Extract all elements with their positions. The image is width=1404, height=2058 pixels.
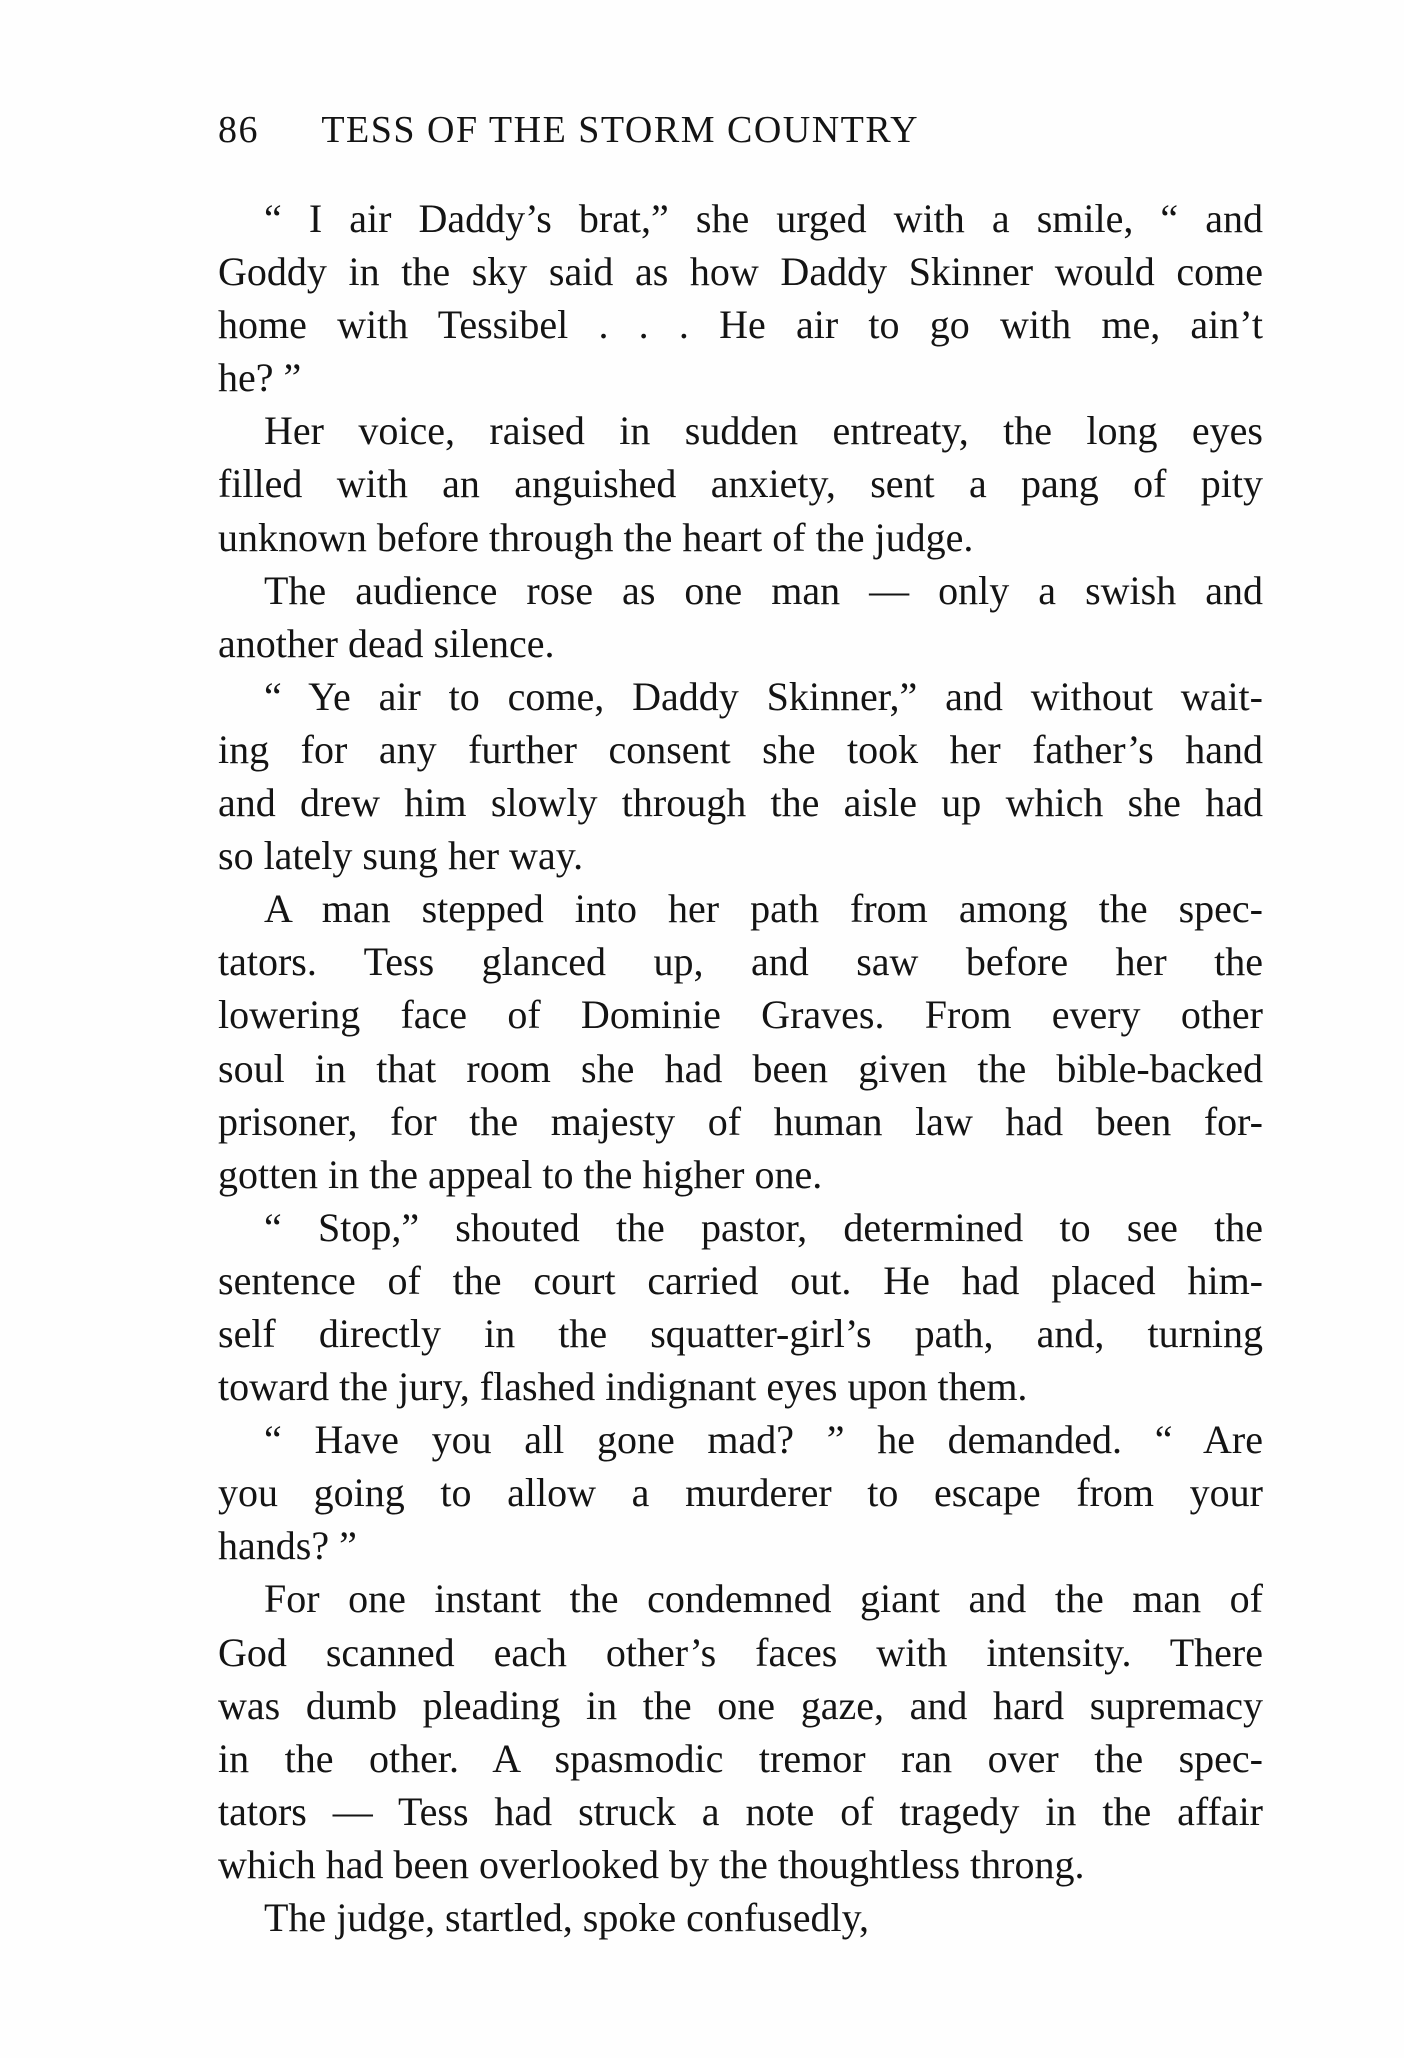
text-line: For one instant the condemned giant and the man of <box>264 1576 1263 1622</box>
text-line: Her voice, raised in sudden entreaty, the long eyes <box>264 408 1263 454</box>
text-line: home with Tessibel . . . He air to go with me, ain’t <box>218 302 1263 348</box>
text-line: A man stepped into her path from among the spec- <box>264 886 1263 932</box>
running-title: TESS OF THE STORM COUNTRY <box>321 109 920 151</box>
text-line: tators. Tess glanced up, and saw before her the <box>218 939 1263 985</box>
text-line: “ Stop,” shouted the pastor, determined to see the <box>264 1204 1263 1250</box>
text-line: Goddy in the sky said as how Daddy Skinner would come <box>218 249 1263 295</box>
paragraph <box>218 670 1263 882</box>
text-line: was dumb pleading in the one gaze, and hard supremacy <box>218 1682 1263 1728</box>
text-line: so lately sung her way. <box>218 833 584 879</box>
paragraph <box>218 1201 1263 1413</box>
paragraph <box>218 882 1263 1201</box>
text-line: ing for any further consent she took her father’s hand <box>218 726 1263 772</box>
text-line: God scanned each other’s faces with intensity. There <box>218 1629 1263 1675</box>
paragraph <box>218 192 1263 404</box>
text-line: toward the jury, flashed indignant eyes upon them. <box>218 1364 1028 1410</box>
text-line: self directly in the squatter-girl’s path, and, turning <box>218 1310 1263 1356</box>
text-line: you going to allow a murderer to escape from your <box>218 1470 1263 1516</box>
text-line: “ I air Daddy’s brat,” she urged with a smile, “ and <box>264 196 1263 241</box>
body-text <box>218 192 1263 1944</box>
text-line: “ Ye air to come, Daddy Skinner,” and without wait- <box>264 673 1263 719</box>
running-header <box>218 108 1218 168</box>
text-line: filled with an anguished anxiety, sent a pang of pity <box>218 461 1263 507</box>
text-line: he? ” <box>218 355 302 401</box>
paragraph <box>218 1572 1263 1891</box>
paragraph <box>218 1413 1263 1572</box>
text-line: gotten in the appeal to the higher one. <box>218 1151 823 1197</box>
text-line: tators — Tess had struck a note of tragedy in the affair <box>218 1788 1263 1834</box>
text-line: which had been overlooked by the thoughtless throng. <box>218 1841 1085 1887</box>
text-line: in the other. A spasmodic tremor ran over the spec- <box>218 1735 1263 1781</box>
text-line: hands? ” <box>218 1523 357 1569</box>
text-line: “ Have you all gone mad? ” he demanded. “ Are <box>264 1417 1263 1463</box>
text-line: unknown before through the heart of the judge. <box>218 514 974 560</box>
text-line: lowering face of Dominie Graves. From every other <box>218 992 1263 1038</box>
text-line: soul in that room she had been given the bible-backed <box>218 1045 1263 1091</box>
paragraph <box>218 564 1263 670</box>
text-line: prisoner, for the majesty of human law had been for- <box>218 1098 1263 1144</box>
text-line: and drew him slowly through the aisle up which she had <box>218 780 1263 826</box>
page-number: 86 <box>218 109 259 151</box>
text-line: The audience rose as one man — only a swish and <box>264 567 1263 613</box>
paragraph <box>218 1891 1263 1944</box>
paragraph <box>218 404 1263 563</box>
text-line: The judge, startled, spoke confusedly, <box>264 1895 870 1940</box>
text-line: another dead silence. <box>218 620 555 666</box>
text-line: sentence of the court carried out. He had placed him- <box>218 1257 1263 1303</box>
